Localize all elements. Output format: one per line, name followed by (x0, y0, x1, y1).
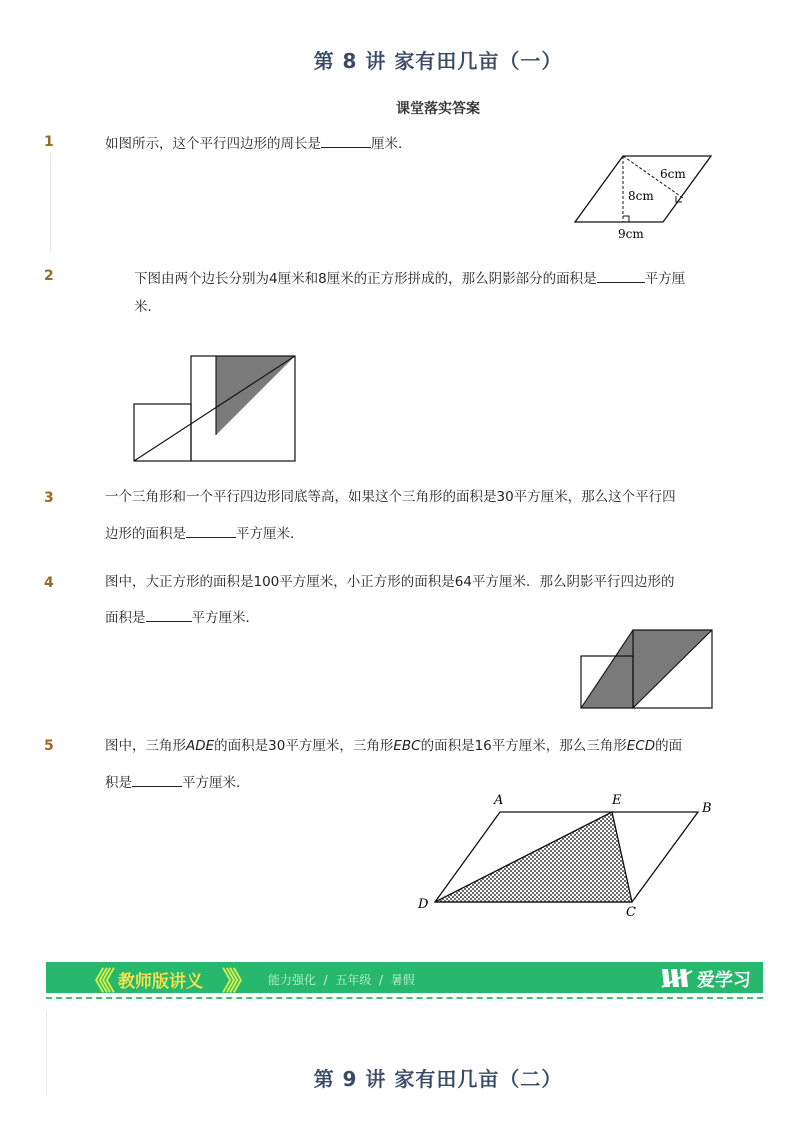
label-base: 9cm (618, 227, 644, 241)
lesson-title: 第 8 讲 家有田几亩（一） (313, 49, 563, 73)
question-number: 1 (44, 134, 54, 150)
point-d: D (418, 897, 429, 912)
answer-blank (597, 270, 645, 283)
point-b: B (702, 801, 712, 816)
question-text-cont: 边形的面积是 平方厘米． (105, 526, 304, 542)
answer-blank (186, 525, 236, 538)
question-text: 如图所示，这个平行四边形的周长是 厘米． (105, 136, 412, 152)
parallelogram-figure (568, 150, 718, 245)
teacher-edition-banner (46, 962, 763, 997)
question-text-cont: 面积是 平方厘米． (105, 610, 259, 626)
point-e: E (612, 793, 622, 808)
question-number: 3 (44, 490, 54, 506)
chevron-left-icon: 《《 (82, 967, 110, 997)
dashed-divider (46, 997, 763, 999)
point-a: A (494, 793, 504, 808)
brand-logo-icon (660, 967, 694, 989)
section-title: 课堂落实答案 (396, 101, 480, 117)
banner-title: 教师版讲义 (118, 972, 203, 992)
right-angle-mark (623, 216, 629, 222)
two-squares-figure (130, 352, 300, 464)
banner-breadcrumb: 能力强化 / 五年级 / 暑假 (268, 973, 415, 987)
question-number: 2 (44, 268, 54, 284)
next-lesson-title: 第 9 讲 家有田几亩（二） (313, 1067, 563, 1091)
question-number: 4 (44, 575, 54, 591)
question-text: 图中，大正方形的面积是100平方厘米，小正方形的面积是64平方厘米．那么阴影平行四边形的 (105, 574, 675, 590)
triangle-figure (414, 790, 724, 920)
diagonal-line (134, 356, 295, 461)
label-height: 8cm (628, 189, 654, 203)
answer-blank (321, 135, 371, 148)
label-slant: 6cm (660, 167, 686, 181)
question-text-cont: 积是 平方厘米． (105, 775, 250, 791)
shaded-triangle (216, 356, 295, 435)
shaded-parallelogram (581, 630, 712, 708)
question-text-cont: 米． (134, 299, 161, 315)
question-text: 下图由两个边长分别为4厘米和8厘米的正方形拼成的，那么阴影部分的面积是 平方厘 (134, 271, 686, 287)
question-number: 5 (44, 738, 54, 754)
question-text: 图中，三角形ADE的面积是30平方厘米，三角形EBC的面积是16平方厘米，那么三角形ECD的面 (105, 738, 683, 754)
margin-line (50, 152, 51, 252)
shaded-parallelogram-figure (576, 626, 716, 712)
point-c: C (626, 905, 636, 920)
small-square (134, 404, 191, 461)
shaded-triangle-ecd (435, 812, 632, 902)
brand-name: 爱学习 (697, 970, 751, 991)
answer-blank (146, 609, 192, 622)
answer-blank (132, 774, 182, 787)
question-text: 一个三角形和一个平行四边形同底等高，如果这个三角形的面积是30平方厘米，那么这个平行四 (105, 489, 676, 505)
chevron-right-icon: 》》 (222, 967, 250, 997)
